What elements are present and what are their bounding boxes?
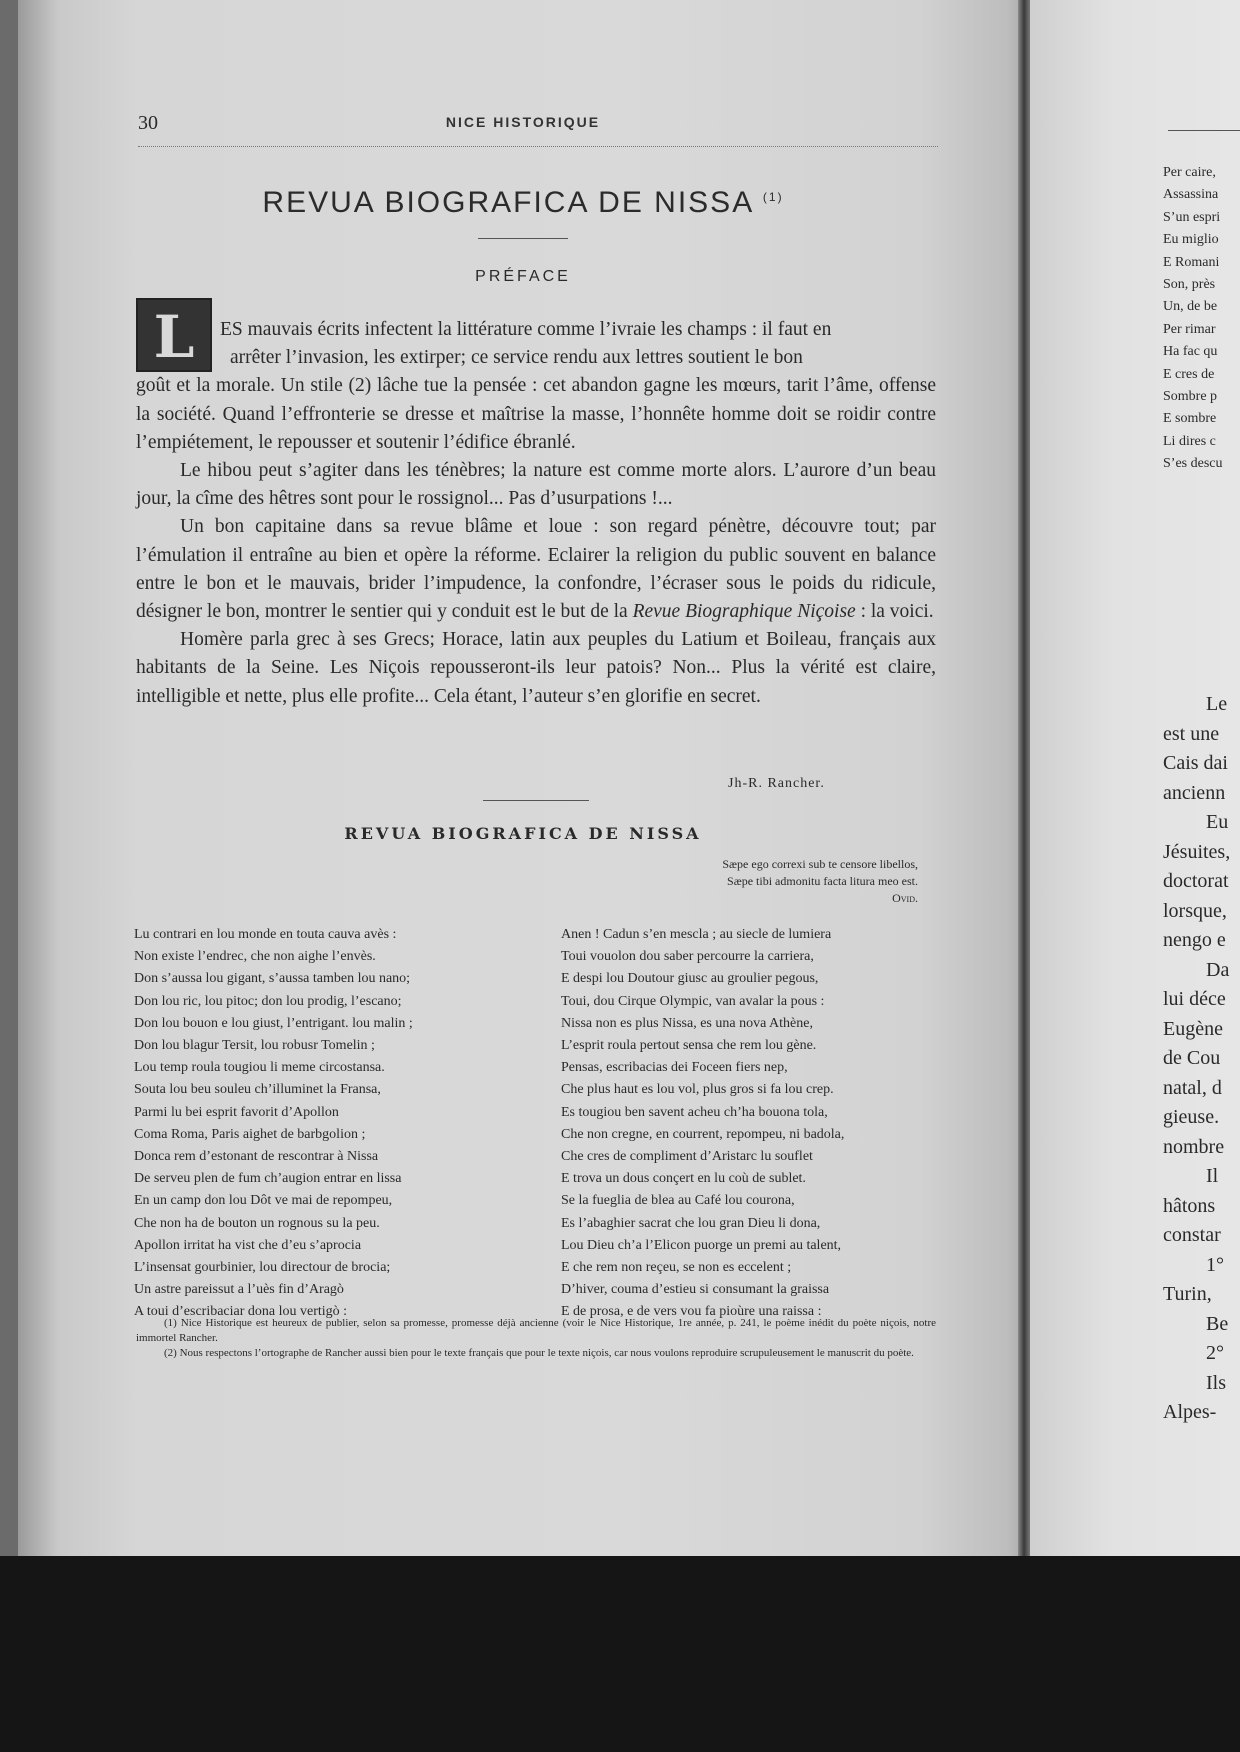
scan-background [0, 1556, 1240, 1752]
facing-line: Ha fac qu [1163, 344, 1218, 360]
journal-title: Revue Biographique Niçoise [632, 601, 856, 623]
header-rule [138, 146, 938, 147]
facing-line: doctorat [1163, 870, 1229, 892]
title-rule [478, 238, 568, 239]
poem-line: Don lou ric, lou pitoc; don lou prodig, l’escano; [134, 993, 402, 1009]
facing-line: Per caire, [1163, 165, 1216, 180]
poem-line: Parmi lu bei esprit favorit d’Apollon [134, 1104, 339, 1120]
poem-column-left [134, 924, 524, 1324]
facing-line: Son, près [1163, 277, 1216, 293]
facing-line: ancienn [1163, 781, 1226, 804]
poem-line: Lu contrari en lou monde en touta cauva avès : [134, 927, 397, 942]
preface-paragraph: Un bon capitaine dans sa revue blâme et loue : son regard pénètre, découvre tout; par l’émulation il entraîne au bien et opère la réforme. Eclairer la religion du public souvent en balance entre le bon et le mauvais, brider l’impudence, la confondre, l’écraser sous le poids du ridicule, désigner le bon, montrer le sentier qui y conduit est le but de la Revue Biographique Niçoise : la voici. [136, 516, 936, 623]
poem-line: Pensas, escribacias dei Foceen fiers nep, [561, 1060, 788, 1076]
running-title: NICE HISTORIQUE [445, 114, 601, 130]
facing-line: Cais dai [1163, 752, 1228, 774]
facing-line: gieuse. [1163, 1106, 1220, 1128]
poem-line: Es tougiou ben savent acheu ch’ha bouona tola, [561, 1104, 828, 1120]
article-title: REVUA BIOGRAFICA DE NISSA $^{(1)}$ [262, 186, 784, 219]
signature: Jh-R. Rancher. [728, 776, 825, 791]
facing-line: est une [1163, 722, 1220, 745]
poem-column-right [561, 924, 961, 1324]
facing-line: 2° [1206, 1342, 1224, 1364]
poem-line: Che plus haut es lou vol, plus gros si fa lou crep. [561, 1082, 834, 1098]
facing-line: hâtons [1163, 1194, 1216, 1217]
poem-line: Toui vouolon dou saber percourre la carriera, [561, 949, 814, 965]
facing-page-prose [1163, 690, 1230, 1428]
poem-line: L’insensat gourbinier, lou directour de brocia; [134, 1260, 391, 1276]
facing-line: E cres de [1163, 366, 1215, 382]
poem-line: En un camp don lou Dôt ve mai de repompeu, [134, 1193, 393, 1209]
preface-paragraph: Le hibou peut s’agiter dans les ténèbres; la nature est comme morte alors. L’aurore d’un beau jour, la cîme des hêtres sont pour le rossignol... Pas d’usurpations !... [136, 460, 936, 510]
facing-page-verse [1163, 162, 1223, 476]
facing-line: Le [1206, 693, 1228, 715]
left-page [18, 0, 1028, 1560]
poem-line: E trova un dous conçert en lu coù de sublet. [561, 1171, 806, 1187]
facing-line: Ils [1206, 1371, 1226, 1394]
facing-line: Assassina [1163, 187, 1219, 203]
poem-line: Don s’aussa lou gigant, s’aussa tamben lou nano; [134, 971, 411, 987]
facing-line: Un, de be [1163, 299, 1218, 315]
facing-line: natal, d [1163, 1076, 1222, 1099]
facing-line: nombre [1163, 1135, 1225, 1158]
facing-line: Da [1206, 958, 1230, 981]
poem-line: Apollon irritat ha vist che d’eu s’aprocia [134, 1237, 362, 1253]
poem-line: E despi lou Doutour giusc au groulier pegous, [561, 971, 819, 987]
facing-line: Il [1206, 1165, 1219, 1187]
poem-line: Lou temp roula tougiou li meme circostansa. [134, 1060, 385, 1076]
poem-title: REVUA BIOGRAFICA DE NISSA [344, 824, 702, 843]
epigraph: Sæpe ego correxi sub te censore libellos, Sæpe tibi admonitu facta litura meo est. Ovid. [722, 857, 918, 905]
footnotes [136, 1316, 936, 1361]
facing-line: S’un espri [1163, 209, 1221, 225]
poem-line: Donca rem d’estonant de rescontrar à Nissa [134, 1149, 379, 1165]
poem-line: Don lou bouon e lou giust, l’entrigant. lou malin ; [134, 1015, 413, 1031]
facing-line: Eu miglio [1163, 232, 1219, 248]
facing-line: Sombre p [1163, 389, 1218, 405]
poem-line: Anen ! Cadun s’en mescla ; au siecle de lumiera [561, 927, 832, 942]
poem-line: Non existe l’endrec, che non aighe l’envès. [134, 949, 376, 965]
poem-line: Don lou blagur Tersit, lou robusr Tomelin ; [134, 1038, 375, 1054]
poem-line: A toui d’escribaciar dona lou vertigò : [134, 1304, 348, 1320]
facing-line: Turin, [1163, 1283, 1212, 1305]
facing-line: de Cou [1163, 1047, 1221, 1069]
poem-line: Che non cregne, en courrent, repompeu, ni badola, [561, 1126, 845, 1142]
poem-line: L’esprit roula pertout sensa che rem lou gène. [561, 1038, 817, 1054]
facing-page [1030, 0, 1240, 1560]
facing-line: E sombre [1163, 411, 1217, 427]
poem-line: Lou Dieu ch’a l’Elicon puorge un premi au talent, [561, 1237, 842, 1253]
poem-line: De serveu plen de fum ch’augion entrar en lissa [134, 1171, 402, 1187]
poem-line: Un astre pareissut a l’uès fin d’Aragò [134, 1282, 344, 1298]
poem-line: Che non ha de bouton un rognous su la peu. [134, 1215, 380, 1231]
facing-line: Eu [1206, 811, 1229, 833]
running-head [18, 112, 1028, 136]
facing-header-rule [1168, 130, 1240, 131]
preface-paragraph: ES mauvais écrits infectent la littérature comme l’ivraie les champs : il faut en arrêter l’invasion, les extirper; ce service rendu aux lettres soutient le bon goût et la morale. Un stile (2) lâche tue la pensée : cet abandon gagne les mœurs, tarit l’âme, offense la société. Quand l’effronterie se dresse et maîtrise la masse, l’honnête homme doit se roidir contre l’empiétement, le repousser et soutenir l’édifice ébranlé. [136, 319, 936, 453]
book-gutter [1018, 0, 1030, 1560]
facing-line: nengo e [1163, 929, 1226, 951]
preface-body [136, 316, 936, 711]
poem-line: Coma Roma, Paris aighet de barbgolion ; [134, 1126, 366, 1142]
footnote-2: (2) Nous respectons l’ortographe de Rancher aussi bien pour le texte français que pour le texte niçois, car nous voulons reproduire scrupuleusement le manuscrit du poète. [164, 1347, 914, 1359]
poem-line: D’hiver, couma d’estieu si consumant la graissa [561, 1282, 830, 1298]
poem-line: Nissa non es plus Nissa, es una nova Athène, [561, 1015, 813, 1031]
facing-line: Alpes- [1163, 1401, 1217, 1423]
facing-line: Be [1206, 1312, 1229, 1335]
poem-line: E che rem non reçeu, se non es eccelent ; [561, 1260, 792, 1276]
facing-line: lui déce [1163, 988, 1226, 1010]
poem-line: E de prosa, e de vers vou fa pioùre una raissa : [561, 1304, 822, 1320]
ornamental-drop-cap: L [136, 298, 212, 372]
preface-title: PRÉFACE [475, 268, 571, 285]
poem-line: Souta lou beu souleu ch’illuminet la Fransa, [134, 1082, 381, 1098]
section-rule [483, 800, 589, 801]
facing-line: Jésuites, [1163, 840, 1231, 863]
scan-edge [0, 0, 18, 1752]
facing-line: S’es descu [1163, 456, 1223, 472]
facing-line: Per rimar [1163, 321, 1216, 337]
facing-line: 1° [1206, 1253, 1224, 1276]
poem-line: Se la fueglia de blea au Café lou courona, [561, 1193, 795, 1209]
title-footnote-ref: (1) [762, 190, 784, 204]
poem-line: Che cres de compliment d’Aristarc lu souflet [561, 1149, 813, 1165]
facing-line: E Romani [1163, 254, 1220, 270]
preface-paragraph: Homère parla grec à ses Grecs; Horace, latin aux peuples du Latium et Boileau, français aux habitants de la Seine. Les Niçois repousseront-ils leur patois? Non... Plus la vérité est claire, intelligible et nette, plus elle profite... Cela étant, l’auteur s’en glorifie en secret. [136, 629, 936, 707]
poem-line: Es l’abaghier sacrat che lou gran Dieu li dona, [561, 1215, 821, 1231]
facing-line: lorsque, [1163, 899, 1227, 922]
facing-line: Eugène [1163, 1017, 1223, 1040]
poem-line: Toui, dou Cirque Olympic, van avalar la pous : [561, 993, 825, 1009]
page-number: 30 [138, 112, 158, 134]
facing-line: constar [1163, 1224, 1221, 1246]
facing-line: Li dires c [1163, 433, 1216, 449]
footnote-1: (1) Nice Historique est heureux de publier, selon sa promesse, promesse déjà ancienne (voir le Nice Historique, 1re année, p. 241, le poème inédit du poète niçois, notre immortel Rancher. [136, 1317, 936, 1344]
